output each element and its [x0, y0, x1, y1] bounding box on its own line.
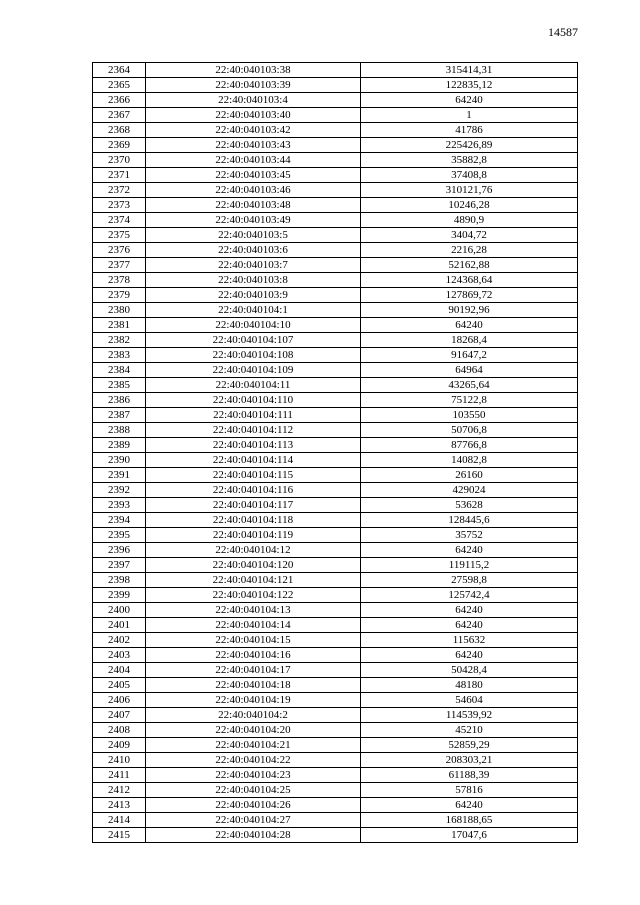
row-number-cell: 2413	[93, 798, 146, 813]
row-number-cell: 2394	[93, 513, 146, 528]
cadastral-number-cell: 22:40:040104:15	[146, 633, 361, 648]
cadastral-number-cell: 22:40:040103:8	[146, 273, 361, 288]
value-cell: 3404,72	[361, 228, 578, 243]
table-row	[93, 408, 578, 423]
row-number-cell: 2377	[93, 258, 146, 273]
cadastral-number-cell: 22:40:040103:48	[146, 198, 361, 213]
cadastral-number-cell: 22:40:040104:119	[146, 528, 361, 543]
value-cell: 64240	[361, 93, 578, 108]
value-cell: 48180	[361, 678, 578, 693]
row-number-cell: 2404	[93, 663, 146, 678]
value-cell: 50428,4	[361, 663, 578, 678]
cadastral-number-cell: 22:40:040104:16	[146, 648, 361, 663]
table-row	[93, 78, 578, 93]
row-number-cell: 2408	[93, 723, 146, 738]
row-number-cell: 2366	[93, 93, 146, 108]
value-cell: 1	[361, 108, 578, 123]
table-row	[93, 303, 578, 318]
value-cell: 64240	[361, 603, 578, 618]
row-number-cell: 2400	[93, 603, 146, 618]
row-number-cell: 2364	[93, 63, 146, 78]
table-body	[93, 63, 578, 843]
row-number-cell: 2392	[93, 483, 146, 498]
row-number-cell: 2370	[93, 153, 146, 168]
cadastral-number-cell: 22:40:040104:114	[146, 453, 361, 468]
table-row	[93, 243, 578, 258]
value-cell: 310121,76	[361, 183, 578, 198]
value-cell: 64240	[361, 618, 578, 633]
value-cell: 87766,8	[361, 438, 578, 453]
row-number-cell: 2405	[93, 678, 146, 693]
table-row	[93, 738, 578, 753]
row-number-cell: 2402	[93, 633, 146, 648]
table-row	[93, 168, 578, 183]
value-cell: 122835,12	[361, 78, 578, 93]
table-row	[93, 198, 578, 213]
cadastral-number-cell: 22:40:040104:22	[146, 753, 361, 768]
row-number-cell: 2403	[93, 648, 146, 663]
row-number-cell: 2399	[93, 588, 146, 603]
row-number-cell: 2415	[93, 828, 146, 843]
cadastral-number-cell: 22:40:040104:120	[146, 558, 361, 573]
value-cell: 43265,64	[361, 378, 578, 393]
cadastral-number-cell: 22:40:040103:39	[146, 78, 361, 93]
table-row	[93, 573, 578, 588]
table-row	[93, 678, 578, 693]
value-cell: 315414,31	[361, 63, 578, 78]
row-number-cell: 2396	[93, 543, 146, 558]
value-cell: 27598,8	[361, 573, 578, 588]
table-row	[93, 783, 578, 798]
value-cell: 14082,8	[361, 453, 578, 468]
cadastral-number-cell: 22:40:040104:25	[146, 783, 361, 798]
row-number-cell: 2414	[93, 813, 146, 828]
table-row	[93, 108, 578, 123]
table-row	[93, 468, 578, 483]
cadastral-number-cell: 22:40:040104:23	[146, 768, 361, 783]
value-cell: 103550	[361, 408, 578, 423]
row-number-cell: 2407	[93, 708, 146, 723]
table-row	[93, 633, 578, 648]
row-number-cell: 2374	[93, 213, 146, 228]
table-row	[93, 213, 578, 228]
table-row	[93, 123, 578, 138]
cadastral-number-cell: 22:40:040104:14	[146, 618, 361, 633]
row-number-cell: 2383	[93, 348, 146, 363]
value-cell: 124368,64	[361, 273, 578, 288]
value-cell: 119115,2	[361, 558, 578, 573]
cadastral-number-cell: 22:40:040104:27	[146, 813, 361, 828]
table-row	[93, 753, 578, 768]
value-cell: 75122,8	[361, 393, 578, 408]
cadastral-number-cell: 22:40:040104:28	[146, 828, 361, 843]
cadastral-number-cell: 22:40:040104:111	[146, 408, 361, 423]
row-number-cell: 2397	[93, 558, 146, 573]
table-row	[93, 93, 578, 108]
table-row	[93, 138, 578, 153]
cadastral-number-cell: 22:40:040104:117	[146, 498, 361, 513]
table-row	[93, 693, 578, 708]
cadastral-number-cell: 22:40:040104:109	[146, 363, 361, 378]
table-row	[93, 828, 578, 843]
value-cell: 52162,88	[361, 258, 578, 273]
row-number-cell: 2369	[93, 138, 146, 153]
value-cell: 45210	[361, 723, 578, 738]
table-row	[93, 273, 578, 288]
value-cell: 35882,8	[361, 153, 578, 168]
cadastral-number-cell: 22:40:040104:113	[146, 438, 361, 453]
value-cell: 114539,92	[361, 708, 578, 723]
row-number-cell: 2401	[93, 618, 146, 633]
value-cell: 4890,9	[361, 213, 578, 228]
cadastral-number-cell: 22:40:040104:19	[146, 693, 361, 708]
value-cell: 2216,28	[361, 243, 578, 258]
table-row	[93, 153, 578, 168]
row-number-cell: 2384	[93, 363, 146, 378]
cadastral-number-cell: 22:40:040104:108	[146, 348, 361, 363]
value-cell: 17047,6	[361, 828, 578, 843]
cadastral-number-cell: 22:40:040104:17	[146, 663, 361, 678]
table-row	[93, 378, 578, 393]
row-number-cell: 2378	[93, 273, 146, 288]
row-number-cell: 2411	[93, 768, 146, 783]
table-row	[93, 438, 578, 453]
row-number-cell: 2379	[93, 288, 146, 303]
table-row	[93, 528, 578, 543]
value-cell: 35752	[361, 528, 578, 543]
value-cell: 429024	[361, 483, 578, 498]
row-number-cell: 2410	[93, 753, 146, 768]
row-number-cell: 2371	[93, 168, 146, 183]
table-row	[93, 453, 578, 468]
table-row	[93, 363, 578, 378]
cadastral-number-cell: 22:40:040104:12	[146, 543, 361, 558]
row-number-cell: 2391	[93, 468, 146, 483]
value-cell: 125742,4	[361, 588, 578, 603]
cadastral-number-cell: 22:40:040103:5	[146, 228, 361, 243]
table-row	[93, 483, 578, 498]
cadastral-number-cell: 22:40:040104:107	[146, 333, 361, 348]
row-number-cell: 2395	[93, 528, 146, 543]
cadastral-number-cell: 22:40:040104:18	[146, 678, 361, 693]
value-cell: 57816	[361, 783, 578, 798]
value-cell: 115632	[361, 633, 578, 648]
table-row	[93, 318, 578, 333]
value-cell: 37408,8	[361, 168, 578, 183]
row-number-cell: 2376	[93, 243, 146, 258]
cadastral-number-cell: 22:40:040104:2	[146, 708, 361, 723]
table-row	[93, 603, 578, 618]
cadastral-number-cell: 22:40:040104:11	[146, 378, 361, 393]
table-row	[93, 663, 578, 678]
table-row	[93, 543, 578, 558]
cadastral-number-cell: 22:40:040103:44	[146, 153, 361, 168]
row-number-cell: 2388	[93, 423, 146, 438]
value-cell: 208303,21	[361, 753, 578, 768]
cadastral-number-cell: 22:40:040104:13	[146, 603, 361, 618]
table-row	[93, 813, 578, 828]
row-number-cell: 2386	[93, 393, 146, 408]
value-cell: 41786	[361, 123, 578, 138]
value-cell: 91647,2	[361, 348, 578, 363]
table-row	[93, 798, 578, 813]
table-row	[93, 183, 578, 198]
cadastral-number-cell: 22:40:040104:26	[146, 798, 361, 813]
value-cell: 64240	[361, 543, 578, 558]
value-cell: 225426,89	[361, 138, 578, 153]
table-row	[93, 768, 578, 783]
row-number-cell: 2372	[93, 183, 146, 198]
row-number-cell: 2387	[93, 408, 146, 423]
cadastral-number-cell: 22:40:040104:112	[146, 423, 361, 438]
cadastral-number-cell: 22:40:040104:20	[146, 723, 361, 738]
table-row	[93, 618, 578, 633]
row-number-cell: 2368	[93, 123, 146, 138]
cadastral-number-cell: 22:40:040104:21	[146, 738, 361, 753]
table-row	[93, 258, 578, 273]
cadastral-number-cell: 22:40:040103:38	[146, 63, 361, 78]
value-cell: 90192,96	[361, 303, 578, 318]
row-number-cell: 2398	[93, 573, 146, 588]
cadastral-number-cell: 22:40:040104:116	[146, 483, 361, 498]
cadastral-number-cell: 22:40:040103:4	[146, 93, 361, 108]
table-row	[93, 513, 578, 528]
value-cell: 52859,29	[361, 738, 578, 753]
table-row	[93, 588, 578, 603]
value-cell: 18268,4	[361, 333, 578, 348]
row-number-cell: 2409	[93, 738, 146, 753]
table-row	[93, 333, 578, 348]
value-cell: 168188,65	[361, 813, 578, 828]
cadastral-number-cell: 22:40:040103:6	[146, 243, 361, 258]
row-number-cell: 2365	[93, 78, 146, 93]
table-row	[93, 63, 578, 78]
row-number-cell: 2380	[93, 303, 146, 318]
row-number-cell: 2390	[93, 453, 146, 468]
row-number-cell: 2393	[93, 498, 146, 513]
value-cell: 26160	[361, 468, 578, 483]
row-number-cell: 2381	[93, 318, 146, 333]
row-number-cell: 2373	[93, 198, 146, 213]
row-number-cell: 2406	[93, 693, 146, 708]
cadastral-number-cell: 22:40:040103:9	[146, 288, 361, 303]
cadastral-number-cell: 22:40:040103:46	[146, 183, 361, 198]
row-number-cell: 2367	[93, 108, 146, 123]
row-number-cell: 2412	[93, 783, 146, 798]
table-row	[93, 393, 578, 408]
table-row	[93, 228, 578, 243]
row-number-cell: 2382	[93, 333, 146, 348]
value-cell: 61188,39	[361, 768, 578, 783]
cadastral-number-cell: 22:40:040104:1	[146, 303, 361, 318]
cadastral-number-cell: 22:40:040103:7	[146, 258, 361, 273]
value-cell: 64240	[361, 798, 578, 813]
table-row	[93, 648, 578, 663]
row-number-cell: 2385	[93, 378, 146, 393]
table-row	[93, 423, 578, 438]
value-cell: 54604	[361, 693, 578, 708]
cadastral-number-cell: 22:40:040104:121	[146, 573, 361, 588]
value-cell: 64240	[361, 648, 578, 663]
data-table	[92, 62, 578, 843]
cadastral-number-cell: 22:40:040104:118	[146, 513, 361, 528]
value-cell: 10246,28	[361, 198, 578, 213]
cadastral-number-cell: 22:40:040103:40	[146, 108, 361, 123]
value-cell: 50706,8	[361, 423, 578, 438]
value-cell: 64240	[361, 318, 578, 333]
cadastral-number-cell: 22:40:040104:122	[146, 588, 361, 603]
value-cell: 53628	[361, 498, 578, 513]
table-row	[93, 558, 578, 573]
row-number-cell: 2375	[93, 228, 146, 243]
value-cell: 128445,6	[361, 513, 578, 528]
cadastral-number-cell: 22:40:040104:110	[146, 393, 361, 408]
cadastral-number-cell: 22:40:040104:115	[146, 468, 361, 483]
cadastral-number-cell: 22:40:040103:49	[146, 213, 361, 228]
table-row	[93, 288, 578, 303]
table-row	[93, 723, 578, 738]
value-cell: 64964	[361, 363, 578, 378]
table-row	[93, 708, 578, 723]
table-row	[93, 498, 578, 513]
cadastral-number-cell: 22:40:040103:45	[146, 168, 361, 183]
cadastral-number-cell: 22:40:040103:42	[146, 123, 361, 138]
cadastral-number-cell: 22:40:040103:43	[146, 138, 361, 153]
row-number-cell: 2389	[93, 438, 146, 453]
page-number: 14587	[548, 25, 578, 39]
table-row	[93, 348, 578, 363]
value-cell: 127869,72	[361, 288, 578, 303]
cadastral-number-cell: 22:40:040104:10	[146, 318, 361, 333]
